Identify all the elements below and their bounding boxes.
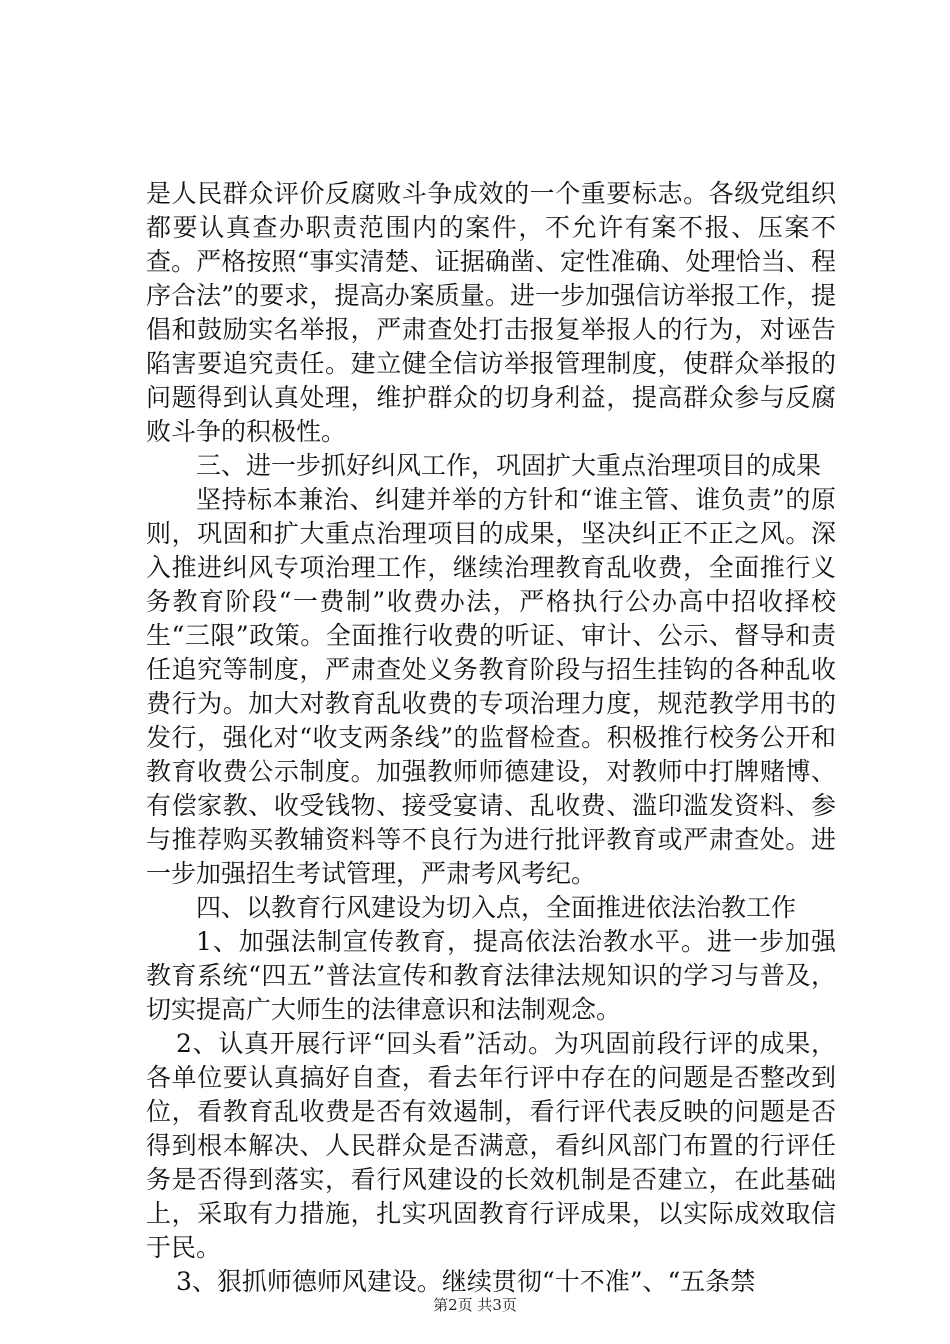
document-body (146, 177, 836, 1299)
section-heading-4: 四、以教育行风建设为切入点，全面推进依法治教工作 (196, 893, 797, 922)
paragraph-anticorruption-cases: 是人民群众评价反腐败斗争成效的一个重要标志。各级党组织都要认真查办职责范围内的案件，不允许有案不报、压案不查。严格按照“事实清楚、证据确凿、定性准确、处理恰当、程序合法”的要求，提高办案质量。进一步加强信访举报工作，提倡和鼓励实名举报，严肃查处打击报复举报人的行为，对诬告陷害要追究责任。建立健全信访举报管理制度，使群众举报的问题得到认真处理，维护群众的切身利益，提高群众参与反腐败斗争的积极性。 (146, 179, 836, 446)
paragraph-item-3: 3、狠抓师德师风建设。继续贯彻“十不准”、“五条禁 (176, 1267, 756, 1296)
paragraph-item-2: 2、认真开展行评“回头看”活动。为巩固前段行评的成果，各单位要认真搞好自查，看去年行评中存在的问题是否整改到位，看教育乱收费是否有效遏制，看行评代表反映的问题是否得到根本解决、人民群众是否满意，看纠风部门布置的行评任务是否得到落实，看行风建设的长效机制是否建立，在此基础上，采取有力措施，扎实巩固教育行评成果，以实际成效取信于民。 (146, 1029, 836, 1262)
paragraph-item-1: 1、加强法制宣传教育，提高依法治教水平。进一步加强教育系统“四五”普法宣传和教育法律法规知识的学习与普及，切实提高广大师生的法律意识和法制观念。 (146, 927, 836, 1024)
paragraph-rectification-work: 坚持标本兼治、纠建并举的方针和“谁主管、谁负责”的原则，巩固和扩大重点治理项目的成果，坚决纠正不正之风。深入推进纠风专项治理工作，继续治理教育乱收费，全面推行义务教育阶段“一费制”收费办法，严格执行公办高中招收择校生“三限”政策。全面推行收费的听证、审计、公示、督导和责任追究等制度，严肃查处义务教育阶段与招生挂钩的各种乱收费行为。加大对教育乱收费的专项治理力度，规范教学用书的发行，强化对“收支两条线”的监督检查。积极推行校务公开和教育收费公示制度。加强教师师德建设，对教师中打牌赌博、有偿家教、收受钱物、接受宴请、乱收费、滥印滥发资料、参与推荐购买教辅资料等不良行为进行批评教育或严肃查处。进一步加强招生考试管理，严肃考风考纪。 (146, 485, 836, 888)
page-footer: 第2页 共3页 (433, 1296, 517, 1314)
section-heading-3: 三、进一步抓好纠风工作，巩固扩大重点治理项目的成果 (196, 451, 822, 480)
